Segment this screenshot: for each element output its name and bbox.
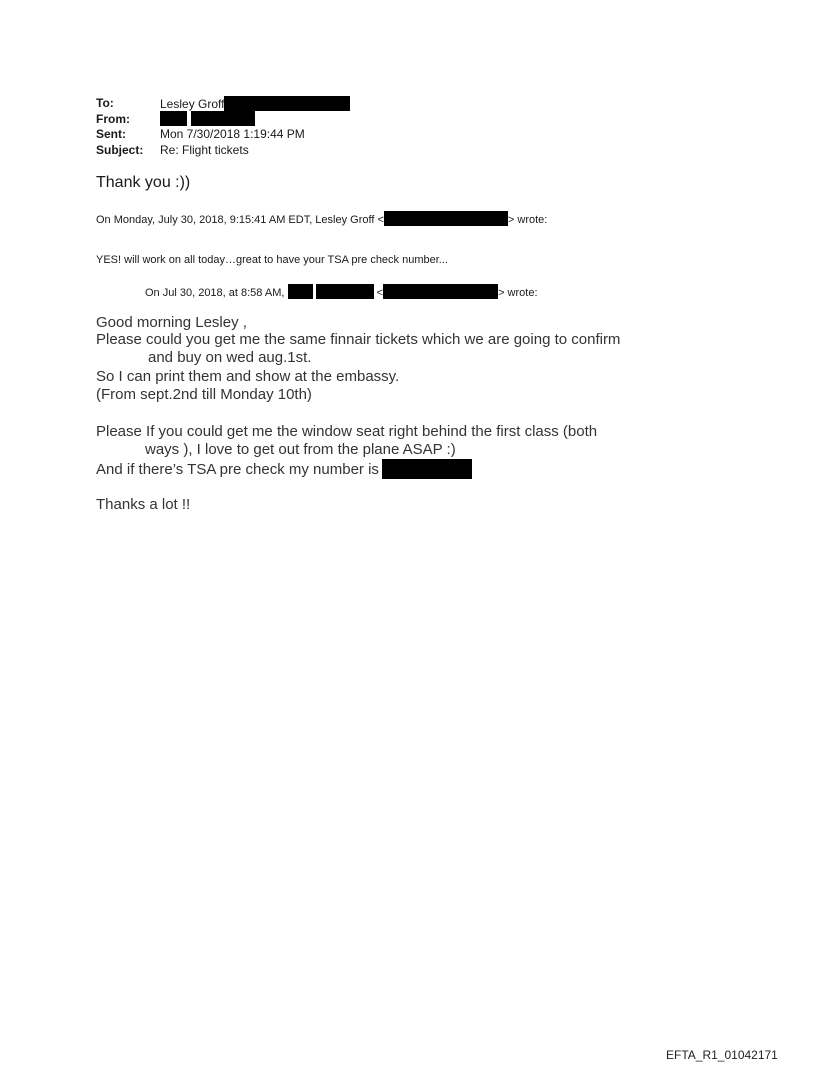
redaction-tsa-number bbox=[382, 459, 472, 479]
document-id: EFTA_R1_01042171 bbox=[666, 1048, 778, 1062]
from-value bbox=[160, 111, 255, 126]
from-label: From: bbox=[96, 112, 130, 126]
quote2-line-thanks: Thanks a lot !! bbox=[96, 496, 191, 513]
sent-label: Sent: bbox=[96, 127, 126, 141]
quote2-intro-after: > wrote: bbox=[498, 287, 538, 299]
redaction-quote2-last bbox=[316, 284, 374, 299]
quote1-intro bbox=[96, 211, 547, 226]
redaction-quote2-email bbox=[383, 284, 498, 299]
quote1-intro-before: On Monday, July 30, 2018, 9:15:41 AM EDT, Lesley Groff < bbox=[96, 214, 384, 226]
quote2-line-tsa bbox=[96, 459, 472, 479]
sent-value: Mon 7/30/2018 1:19:44 PM bbox=[160, 127, 305, 141]
reply-text: Thank you :)) bbox=[96, 174, 191, 191]
quote2-line-tsa-text: And if there’s TSA pre check my number is bbox=[96, 461, 379, 478]
to-name: Lesley Groff bbox=[160, 97, 225, 111]
redaction-quote1-email bbox=[384, 211, 508, 226]
quote2-line-request-cont: and buy on wed aug.1st. bbox=[148, 349, 312, 366]
quote1-intro-after: > wrote: bbox=[507, 214, 548, 226]
quote2-line-seat-cont: ways ), I love to get out from the plane ASAP :) bbox=[145, 441, 456, 458]
quote2-line-embassy: So I can print them and show at the embassy. bbox=[96, 368, 400, 385]
subject-value: Re: Flight tickets bbox=[160, 143, 249, 157]
quote2-line-request: Please could you get me the same finnair tickets which we are going to confirm bbox=[96, 331, 621, 348]
to-label: To: bbox=[96, 96, 114, 110]
quote2-intro bbox=[145, 284, 538, 299]
quote2-intro-lt: < bbox=[376, 287, 384, 299]
subject-label: Subject: bbox=[96, 143, 144, 157]
quote2-line-dates: (From sept.2nd till Monday 10th) bbox=[96, 386, 312, 403]
redaction-to-email bbox=[224, 96, 350, 111]
quote2-line-seat: Please If you could get me the window seat right behind the first class (both bbox=[96, 423, 598, 440]
quote2-line-greeting: Good morning Lesley , bbox=[96, 314, 247, 331]
redaction-from-last bbox=[191, 111, 255, 126]
to-value bbox=[160, 96, 350, 111]
redaction-quote2-first bbox=[288, 284, 313, 299]
quote1-text: YES! will work on all today…great to have your TSA pre check number... bbox=[96, 254, 448, 266]
redaction-from-first bbox=[160, 111, 187, 126]
quote2-intro-before: On Jul 30, 2018, at 8:58 AM, bbox=[145, 287, 285, 299]
